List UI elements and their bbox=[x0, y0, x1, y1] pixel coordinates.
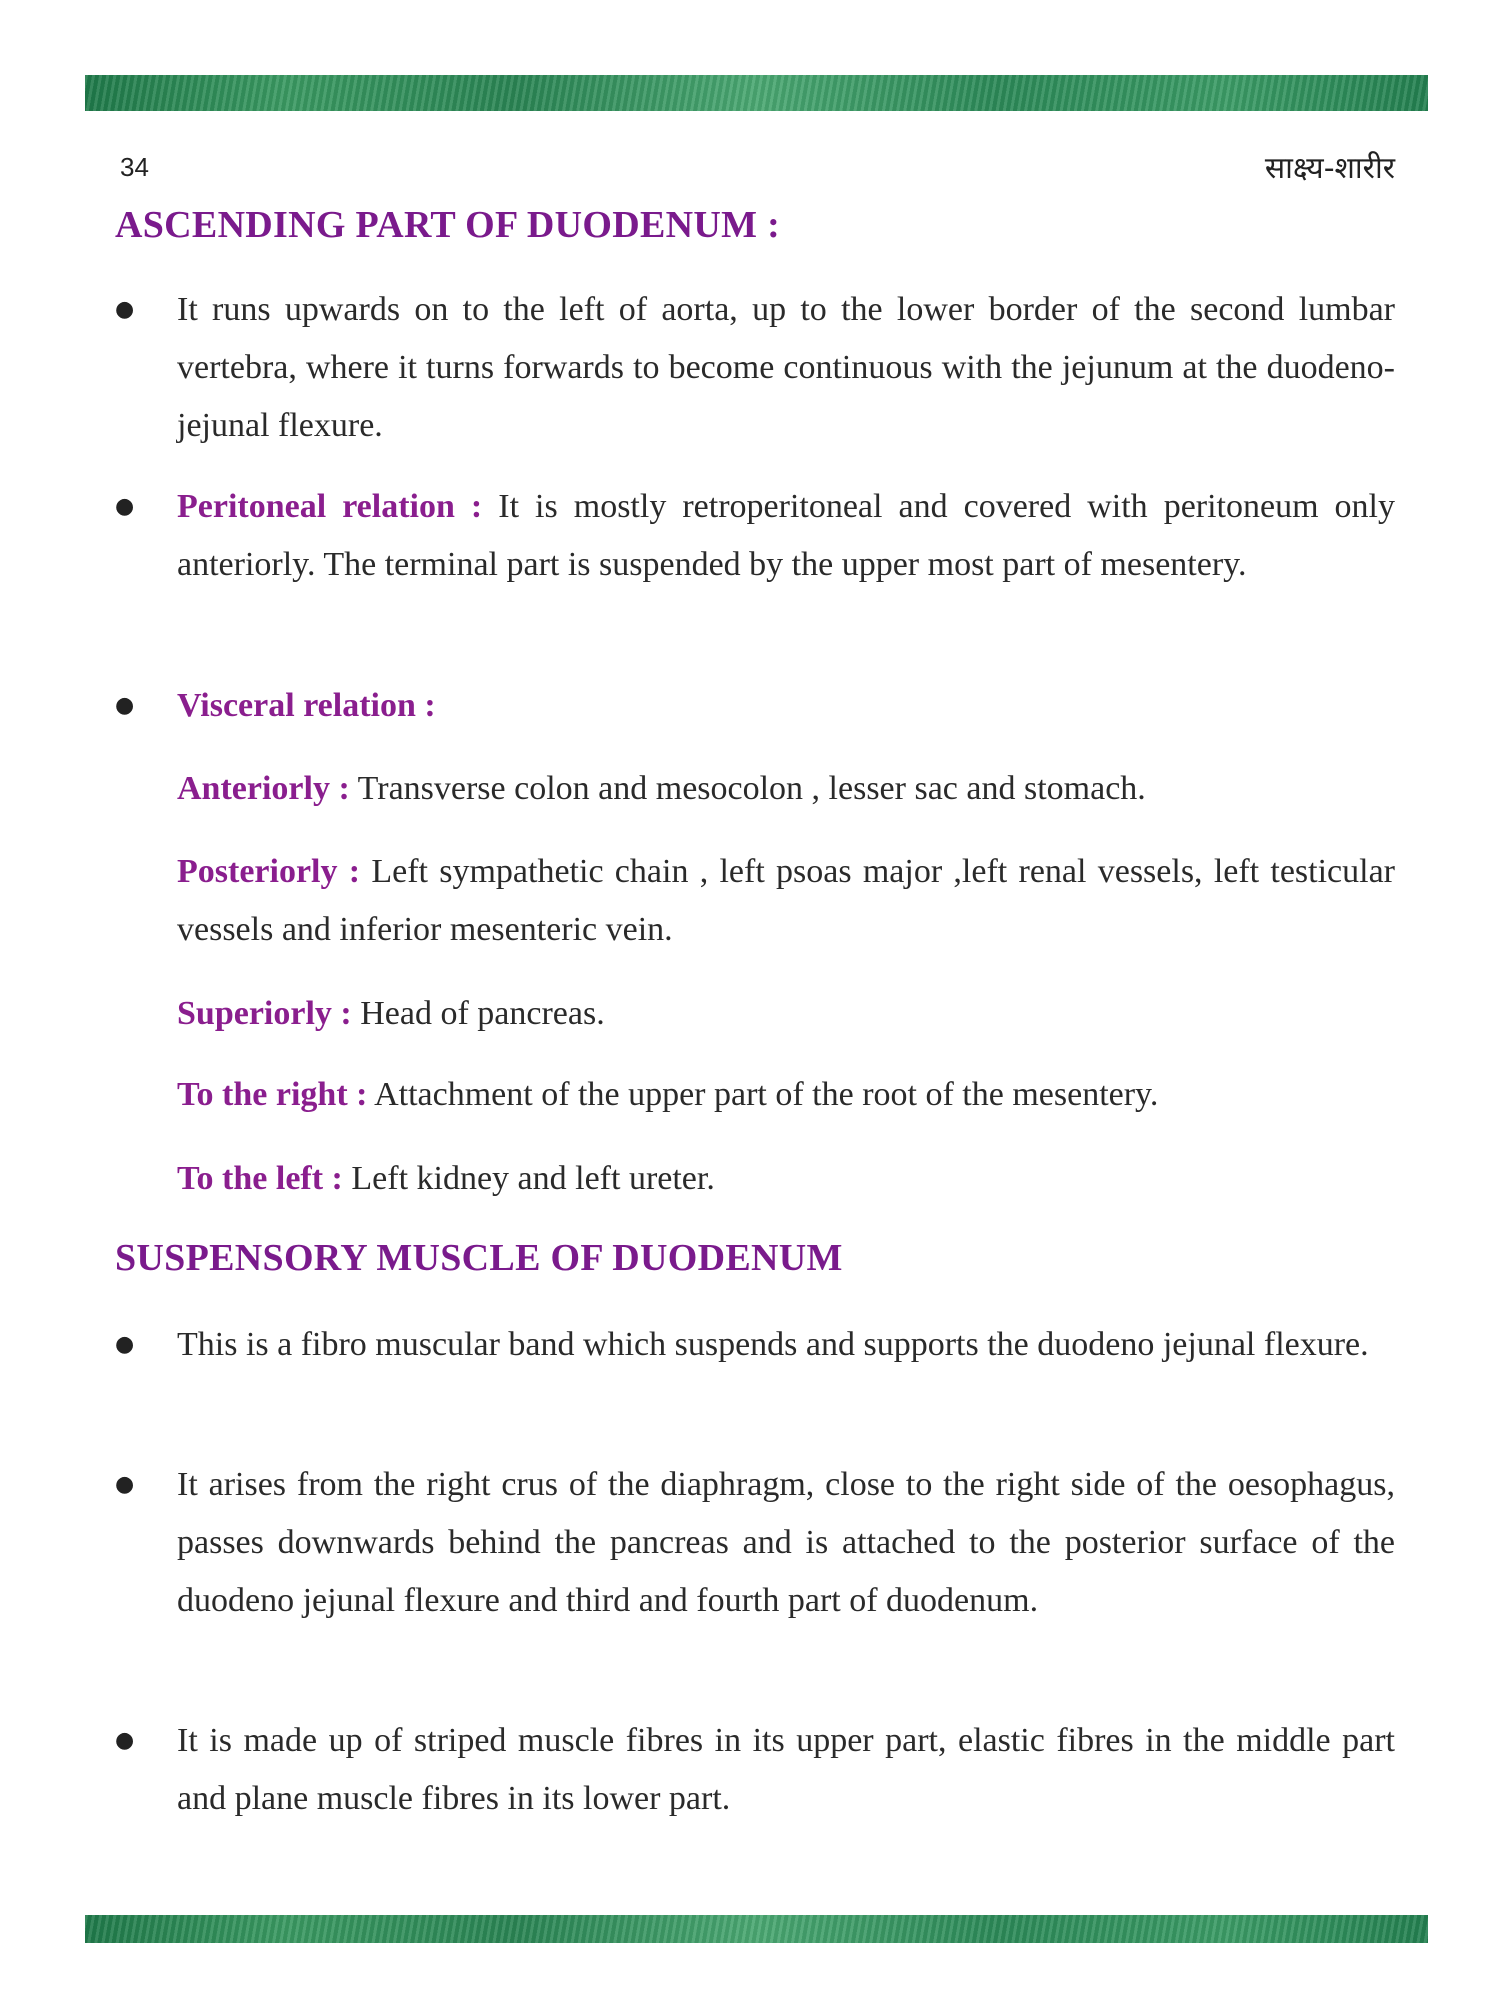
paragraph-course: It runs upwards on to the left of aorta, up to the lower border of the second lumbar vertebra, where it turns forwards to become continuous with the jejunum at the duodeno-jejunal flexure. bbox=[177, 291, 1395, 444]
right-text: Attachment of the upper part of the root of the mesentery. bbox=[374, 1076, 1159, 1113]
superiorly-text: Head of pancreas. bbox=[360, 995, 605, 1032]
list-item bbox=[115, 677, 1395, 735]
right-label: To the right : bbox=[177, 1076, 368, 1113]
running-head: साक्ष्य-शारीर bbox=[1264, 151, 1395, 186]
paragraph-peritoneal bbox=[177, 478, 1395, 594]
posteriorly-label: Posteriorly : bbox=[177, 853, 361, 890]
list-item bbox=[115, 1712, 1395, 1828]
section-heading-ascending: ASCENDING PART OF DUODENUM : bbox=[115, 204, 781, 246]
paragraph-visceral bbox=[177, 677, 1395, 735]
bullet-icon: ● bbox=[115, 1472, 135, 1497]
paragraph-band: This is a fibro muscular band which suspends and supports the duodeno jejunal flexure. bbox=[177, 1326, 1369, 1363]
bullet-icon: ● bbox=[115, 1332, 135, 1357]
relation-posteriorly bbox=[177, 843, 1395, 959]
list-item bbox=[115, 281, 1395, 455]
relation-right bbox=[177, 1066, 1395, 1124]
left-text: Left kidney and left ureter. bbox=[351, 1160, 715, 1197]
bullet-icon: ● bbox=[115, 693, 135, 718]
bullet-icon: ● bbox=[115, 1728, 135, 1753]
page-number: 34 bbox=[120, 152, 149, 182]
relation-anteriorly bbox=[177, 760, 1395, 818]
left-label: To the left : bbox=[177, 1160, 343, 1197]
visceral-label: Visceral relation : bbox=[177, 687, 436, 724]
posteriorly-text: Left sympathetic chain , left psoas major ,left renal vessels, left testicular vessels and inferior mesenteric vein. bbox=[177, 853, 1395, 948]
list-item bbox=[115, 1456, 1395, 1630]
list-item bbox=[115, 1316, 1395, 1374]
bottom-decorative-band bbox=[85, 1915, 1428, 1943]
paragraph-composition: It is made up of striped muscle fibres in its upper part, elastic fibres in the middle part and plane muscle fibres in its lower part. bbox=[177, 1722, 1395, 1817]
anteriorly-text: Transverse colon and mesocolon , lesser sac and stomach. bbox=[357, 770, 1146, 807]
top-decorative-band bbox=[85, 75, 1428, 111]
relation-left bbox=[177, 1150, 1395, 1208]
superiorly-label: Superiorly : bbox=[177, 995, 352, 1032]
relation-superiorly bbox=[177, 985, 1395, 1043]
paragraph-origin: It arises from the right crus of the diaphragm, close to the right side of the oesophagus, passes downwards behind the pancreas and is attached to the posterior surface of the duodeno jejunal flexure and third and fourth part of duodenum. bbox=[177, 1466, 1395, 1619]
bullet-icon: ● bbox=[115, 297, 135, 322]
peritoneal-text: It is mostly retroperitoneal and covered with peritoneum only anteriorly. The terminal part is suspended by the upper most part of mesentery. bbox=[177, 488, 1396, 583]
anteriorly-label: Anteriorly : bbox=[177, 770, 350, 807]
section-heading-suspensory: SUSPENSORY MUSCLE OF DUODENUM bbox=[115, 1237, 843, 1279]
bullet-icon: ● bbox=[115, 494, 135, 519]
list-item bbox=[115, 478, 1395, 594]
peritoneal-label: Peritoneal relation : bbox=[177, 488, 483, 525]
